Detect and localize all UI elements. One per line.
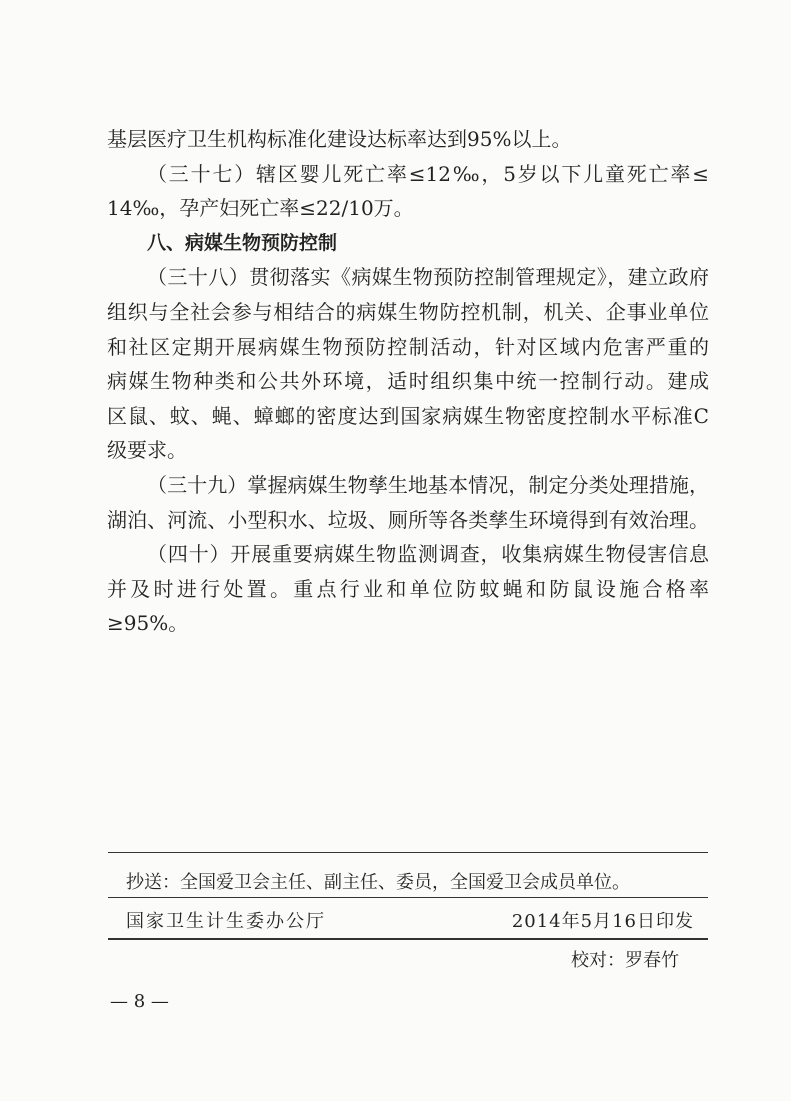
paragraph-38-line: （三十八）贯彻落实《病媒生物预防控制管理规定》，建立政府 (147, 265, 709, 290)
text-line: 和社区定期开展病媒生物预防控制活动，针对区域内危害严重的 (107, 334, 709, 359)
page-number: — 8 — (110, 991, 169, 1012)
proofreader: 校对：罗春竹 (571, 950, 679, 971)
footer-rule-bottom (108, 938, 708, 940)
paragraph-39-line: （三十九）掌握病媒生物孳生地基本情况，制定分类处理措施， (147, 472, 709, 497)
footer-rule-middle (108, 897, 708, 898)
issuing-office: 国家卫生计生委办公厅 (126, 911, 326, 932)
footer-rule-top (108, 852, 708, 853)
paragraph-40-line: （四十）开展重要病媒生物监测调查，收集病媒生物侵害信息 (147, 542, 709, 567)
text-line: 病媒生物种类和公共外环境，适时组织集中统一控制行动。建成 (107, 369, 709, 394)
section-heading: 八、病媒生物预防控制 (147, 231, 338, 254)
text-line: 湖泊、河流、小型积水、垃圾、厕所等各类孳生环境得到有效治理。 (107, 507, 709, 532)
text-line: 并及时进行处置。重点行业和单位防蚊蝇和防鼠设施合格率 (107, 576, 709, 601)
text-line: ≥95%。 (107, 611, 189, 636)
document-body (107, 122, 709, 641)
text-line: 区鼠、蚊、蝇、蟑螂的密度达到国家病媒生物密度控制水平标准C (107, 403, 709, 428)
text-line: 组织与全社会参与相结合的病媒生物防控机制，机关、企事业单位 (107, 299, 709, 324)
paragraph-37-line: （三十七）辖区婴儿死亡率≤12‰，5岁以下儿童死亡率≤ (147, 161, 709, 186)
text-line: 14‰，孕产妇死亡率≤22/10万。 (107, 196, 414, 221)
text-line: 级要求。 (107, 438, 187, 463)
text-line: 基层医疗卫生机构标准化建设达标率达到95%以上。 (107, 127, 572, 151)
issue-date: 2014年5月16日印发 (511, 911, 694, 932)
cc-list: 抄送：全国爱卫会主任、副主任、委员，全国爱卫会成员单位。 (126, 872, 630, 893)
